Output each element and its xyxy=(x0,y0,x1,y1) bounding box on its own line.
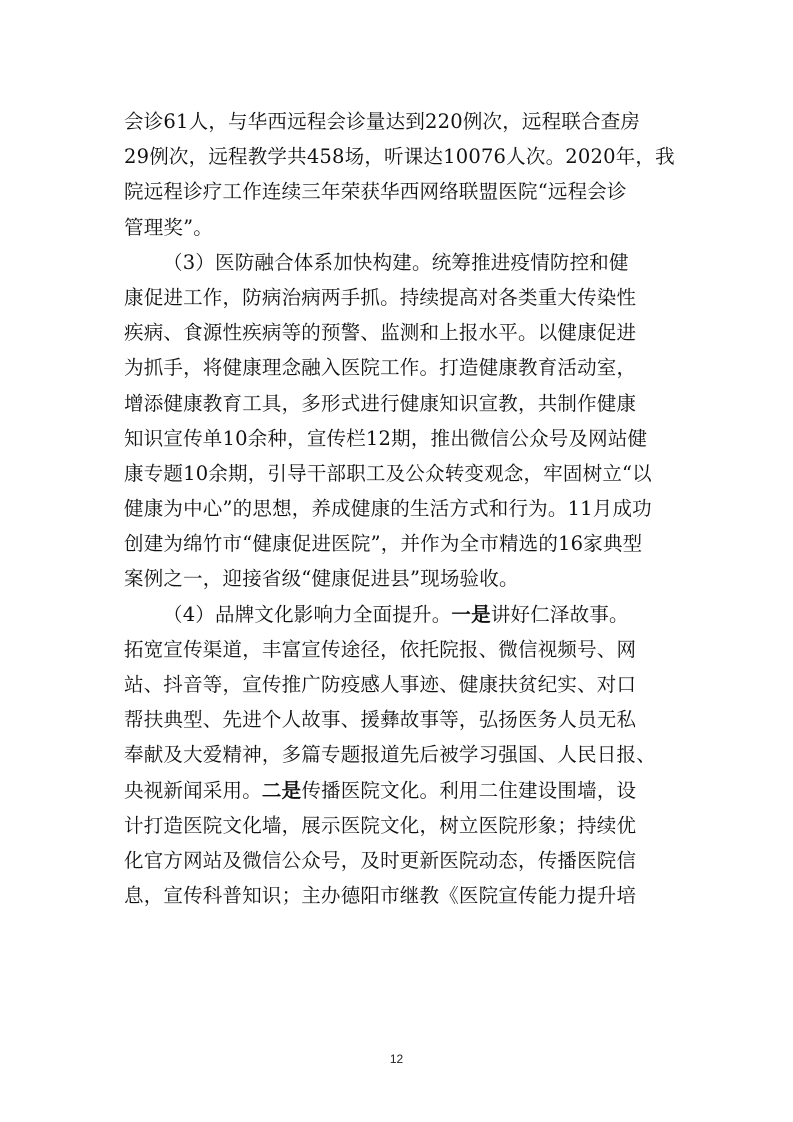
text-line: 奉献及大爱精神，多篇专题报道先后被学习强国、人民日报、 xyxy=(124,743,656,767)
text-line: 计打造医院文化墙，展示医院文化，树立医院形象；持续优 xyxy=(124,813,637,837)
text-line: 案例之一，迎接省级“健康促进县”现场验收。 xyxy=(124,567,519,591)
text-segment: 讲好仁泽故事。 xyxy=(490,602,629,626)
text-line: 站、抖音等，宣传推广防疫感人事迹、健康扶贫纪实、对口 xyxy=(124,673,637,696)
text-line: 疾病、食源性疾病等的预警、监测和上报水平。以健康促进 xyxy=(124,321,637,345)
text-segment: （4）品牌文化影响力全面提升。 xyxy=(163,602,452,626)
text-line: 息，宣传科普知识；主办德阳市继教《医院宣传能力提升培 xyxy=(124,884,637,908)
paragraph-remote-diagnosis xyxy=(124,104,675,245)
page-number: 12 xyxy=(389,1052,404,1066)
bold-emphasis: 二是 xyxy=(261,778,302,802)
text-line: 拓宽宣传渠道，丰富宣传途径，依托院报、微信视频号、网 xyxy=(124,637,637,661)
text-line xyxy=(124,597,672,632)
text-line: 会诊61人，与华西远程会诊量达到220例次，远程联合查房 xyxy=(124,110,641,133)
text-segment: 央视新闻采用。 xyxy=(124,778,262,802)
text-line: 为抓手，将健康理念融入医院工作。打造健康教育活动室， xyxy=(124,356,637,380)
text-line: 帮扶典型、先进个人故事、援彝故事等，弘扬医务人员无私 xyxy=(124,708,637,732)
text-line: 健康为中心”的思想，养成健康的生活方式和行为。11月成功 xyxy=(124,497,652,521)
text-line: 增添健康教育工具，多形式进行健康知识宣教，共制作健康 xyxy=(124,391,637,415)
text-segment: 传播医院文化。利用二住建设围墙，设 xyxy=(301,778,637,802)
text-line: 化官方网站及微信公众号，及时更新医院动态，传播医院信 xyxy=(124,848,637,872)
text-line: 康专题10余期，引导干部职工及公众转变观念，牢固树立“以 xyxy=(124,461,652,485)
text-line: 管理奖”。 xyxy=(124,215,213,239)
text-line: 知识宣传单10余种，宣传栏12期，推出微信公众号及网站健 xyxy=(124,426,648,450)
paragraph-health-promotion xyxy=(124,245,672,597)
text-line: 院远程诊疗工作连续三年荣获华西网络联盟医院“远程会诊 xyxy=(124,180,627,204)
text-line xyxy=(124,773,672,808)
bold-emphasis: 一是 xyxy=(451,602,491,626)
text-line: 创建为绵竹市“健康促进医院”，并作为全市精选的16家典型 xyxy=(124,532,643,556)
body-text xyxy=(124,104,675,913)
text-line: 29例次，远程教学共458场，听课达10076人次。2020年，我 xyxy=(124,145,675,169)
text-line: （3）医防融合体系加快构建。统筹推进疫情防控和健 xyxy=(163,250,629,274)
text-line: 康促进工作，防病治病两手抓。持续提高对各类重大传染性 xyxy=(124,285,637,309)
paragraph-brand-culture xyxy=(124,597,672,914)
